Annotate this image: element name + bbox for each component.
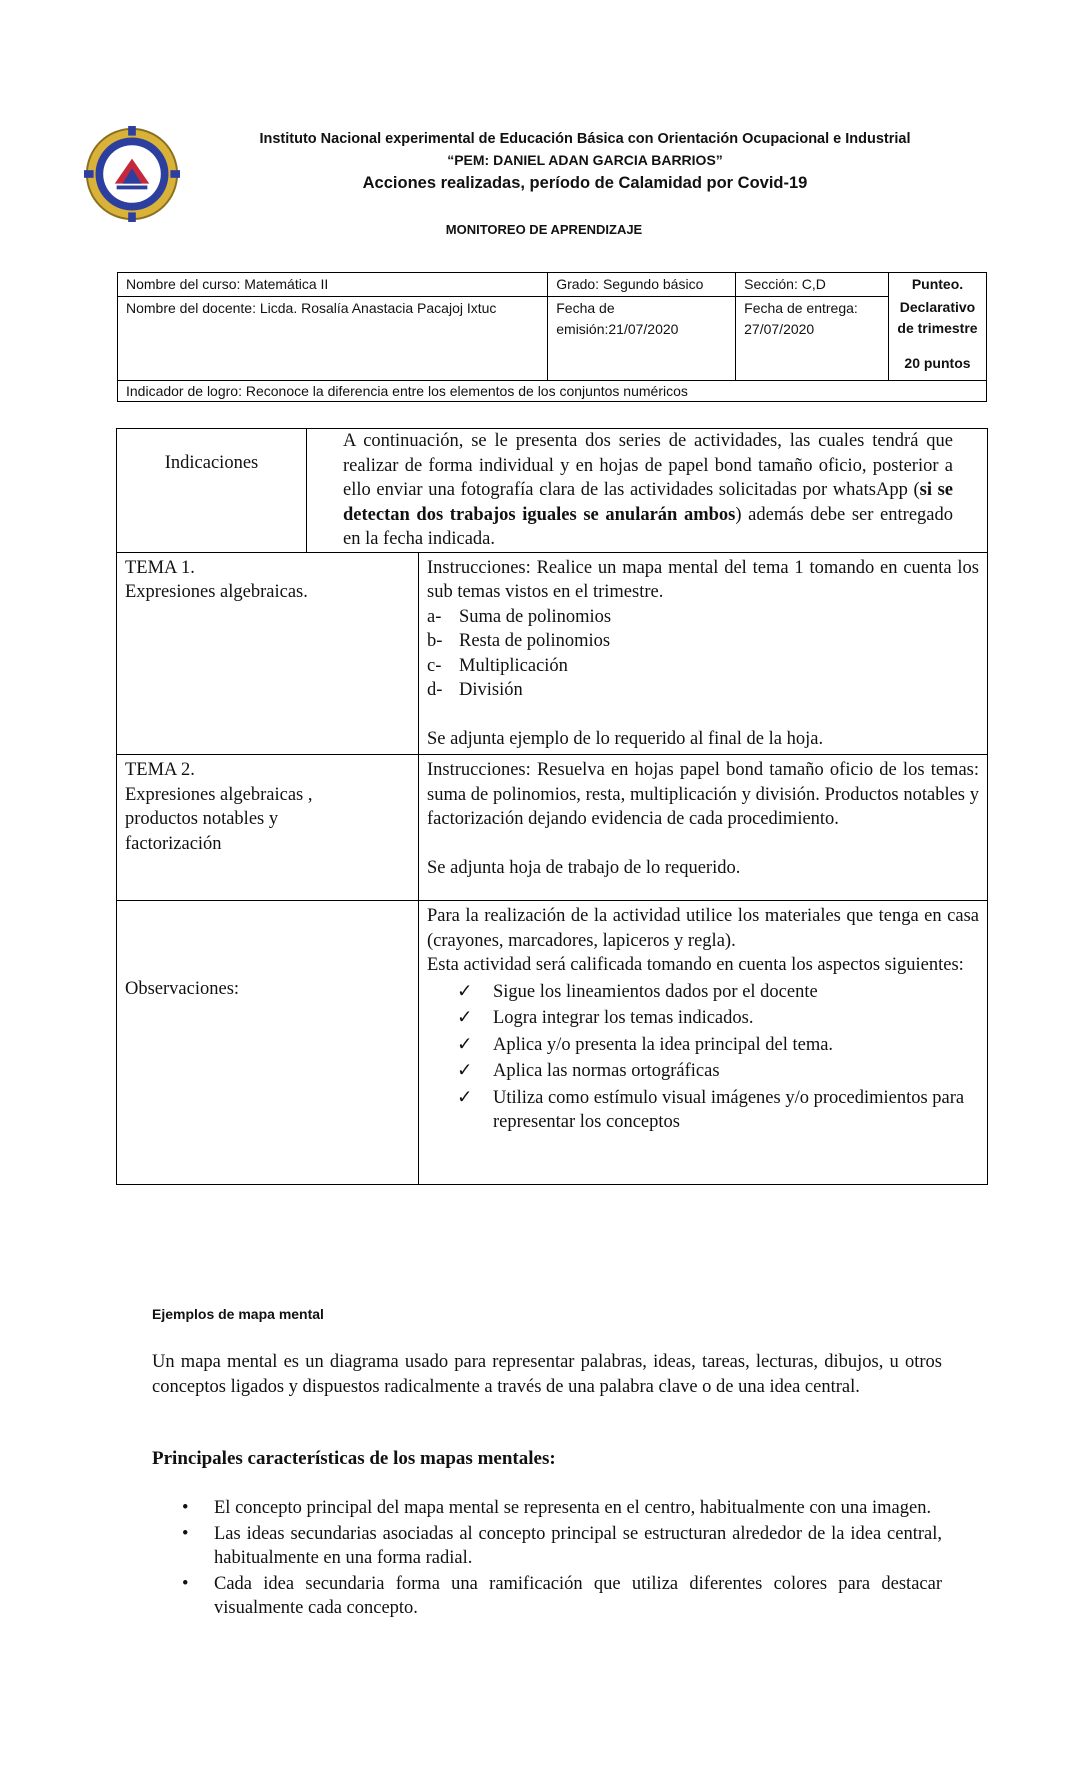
check-icon: ✓ [457,981,473,1002]
issue-date-cell [548,297,736,381]
item-text: Suma de polinomios [459,606,612,627]
section: Sección: C,D [736,273,889,297]
topic-2-cell [117,755,419,901]
course-info-table [117,272,987,402]
topic-2-note: Se adjunta hoja de trabajo de lo requerido. [427,857,741,878]
activities-table [116,428,988,1185]
score-period: de trimestre [897,320,978,336]
item-letter: d- [427,680,443,700]
criterion-text: Aplica y/o presenta la idea principal del tema. [493,1034,834,1055]
topic-2-title: TEMA 2. [125,760,195,780]
achievement-indicator: Indicador de logro: Reconoce la diferencia entre los elementos de los conjuntos numéricos [118,381,987,402]
list-item [152,1572,942,1621]
topic-1-instructions: Instrucciones: Realice un mapa mental del tema 1 tomando en cuenta los sub temas vistos en el trimestre. [427,557,979,602]
topic-2-instructions: Instrucciones: Resuelva en hojas papel bond tamaño oficio de los temas: suma de polinomios, resta, multiplicación y división. Productos notables y factorización dejando evidencia de cada procedimiento. [427,760,979,829]
actions-title: Acciones realizadas, período de Calamidad por Covid-19 [362,174,808,192]
mind-map-definition: Un mapa mental es un diagrama usado para representar palabras, ideas, tareas, lecturas, dibujos, u otros conceptos ligados y dispuestos radicalmente a través de una palabra clave o de una idea central. [152,1352,942,1397]
observations-label: Observaciones: [125,978,240,999]
topic-1-cell [117,552,419,755]
delivery-label: Fecha de entrega: [744,300,858,316]
list-item [457,980,979,1005]
item-text: Multiplicación [459,655,568,676]
check-icon: ✓ [457,1008,473,1028]
topic-1-subtopics [427,605,979,703]
list-item [457,1086,979,1135]
issue-label: Fecha de [556,300,615,316]
topic-1-title: TEMA 1. [125,557,195,578]
bullet-icon: • [182,1523,189,1544]
observations-materials: Para la realización de la actividad utilice los materiales que tenga en casa (crayones, marcadores, lapiceros y regla). [427,906,979,951]
item-text: Resta de polinomios [459,631,611,651]
topic-1-note: Se adjunta ejemplo de lo requerido al final de la hoja. [427,728,824,749]
indications-part-2: ) además debe ser entregado en la fecha indicada. [343,504,953,549]
characteristics-list [152,1496,942,1621]
delivery-date-cell [736,297,889,381]
topic-1-instructions-cell [419,552,988,755]
criterion-text: Logra integrar los temas indicados. [493,1008,754,1028]
item-letter: a- [427,606,442,627]
observations-evaluation: Esta actividad será calificada tomando en cuenta los aspectos siguientes: [427,955,964,975]
item-text: División [459,680,523,700]
teacher-name: Nombre del docente: Licda. Rosalía Anastacia Pacajoj Ixtuc [118,297,548,381]
school-logo [84,126,180,222]
check-icon: ✓ [457,1087,473,1108]
bullet-text: Cada idea secundaria forma una ramificación que utiliza diferentes colores para destacar visualmente cada concepto. [214,1573,942,1618]
topic-2-subtitle: Expresiones algebraicas , productos notables y factorización [125,784,313,854]
monitoring-title: MONITOREO DE APRENDIZAJE [445,222,643,237]
list-item [457,1033,979,1058]
bullet-text: Las ideas secundarias asociadas al concepto principal se estructuran alrededor de la idea central, habitualmente en una forma radial. [214,1523,942,1568]
bullet-text: El concepto principal del mapa mental se representa en el centro, habitualmente con una imagen. [214,1498,932,1518]
examples-title: Ejemplos de mapa mental [152,1306,324,1322]
criterion-text: Aplica las normas ortográficas [493,1061,720,1081]
criterion-text: Sigue los lineamientos dados por el docente [493,981,818,1002]
list-item [152,1522,942,1571]
institute-name: Instituto Nacional experimental de Educación Básica con Orientación Ocupacional e Industrial [259,131,911,147]
item-letter: b- [427,631,443,651]
score-type: Declarativo [899,299,976,315]
characteristics-title: Principales características de los mapas mentales: [152,1448,556,1469]
list-item [427,678,979,703]
observations-cell [117,901,419,1185]
grade: Grado: Segundo básico [548,273,736,297]
indications-label: Indicaciones [117,429,307,553]
item-letter: c- [427,655,442,676]
observations-content-cell [419,901,988,1185]
course-name: Nombre del curso: Matemática II [118,273,548,297]
list-item [427,605,979,630]
check-icon: ✓ [457,1061,473,1081]
list-item [152,1496,942,1521]
indications-part-1: A continuación, se le presenta dos series de actividades, las cuales tendrá que realizar de forma individual y en hojas de papel bond tamaño oficio, posterior a ello enviar una fotografía clara de las actividades solicitadas por whatsApp ( [343,431,953,500]
list-item [427,654,979,679]
school-name: “PEM: DANIEL ADAN GARCIA BARRIOS” [447,152,723,168]
indications-text [307,429,988,553]
indications-warning: si se detectan dos trabajos iguales se anularán ambos [343,480,954,525]
issue-date: emisión:21/07/2020 [556,321,679,337]
bullet-icon: • [182,1573,189,1594]
criterion-text: Utiliza como estímulo visual imágenes y/o procedimientos para representar los conceptos [493,1087,965,1132]
check-icon: ✓ [457,1034,473,1055]
score-cell [888,273,986,381]
topic-2-instructions-cell [419,755,988,901]
list-item [427,629,979,654]
bullet-icon: • [182,1498,189,1518]
score-points: 20 puntos [904,355,971,371]
evaluation-criteria [427,980,979,1135]
list-item [457,1059,979,1084]
delivery-date: 27/07/2020 [744,321,815,337]
topic-1-subtitle: Expresiones algebraicas. [125,582,308,602]
score-label: Punteo. [911,276,964,292]
list-item [457,1006,979,1031]
